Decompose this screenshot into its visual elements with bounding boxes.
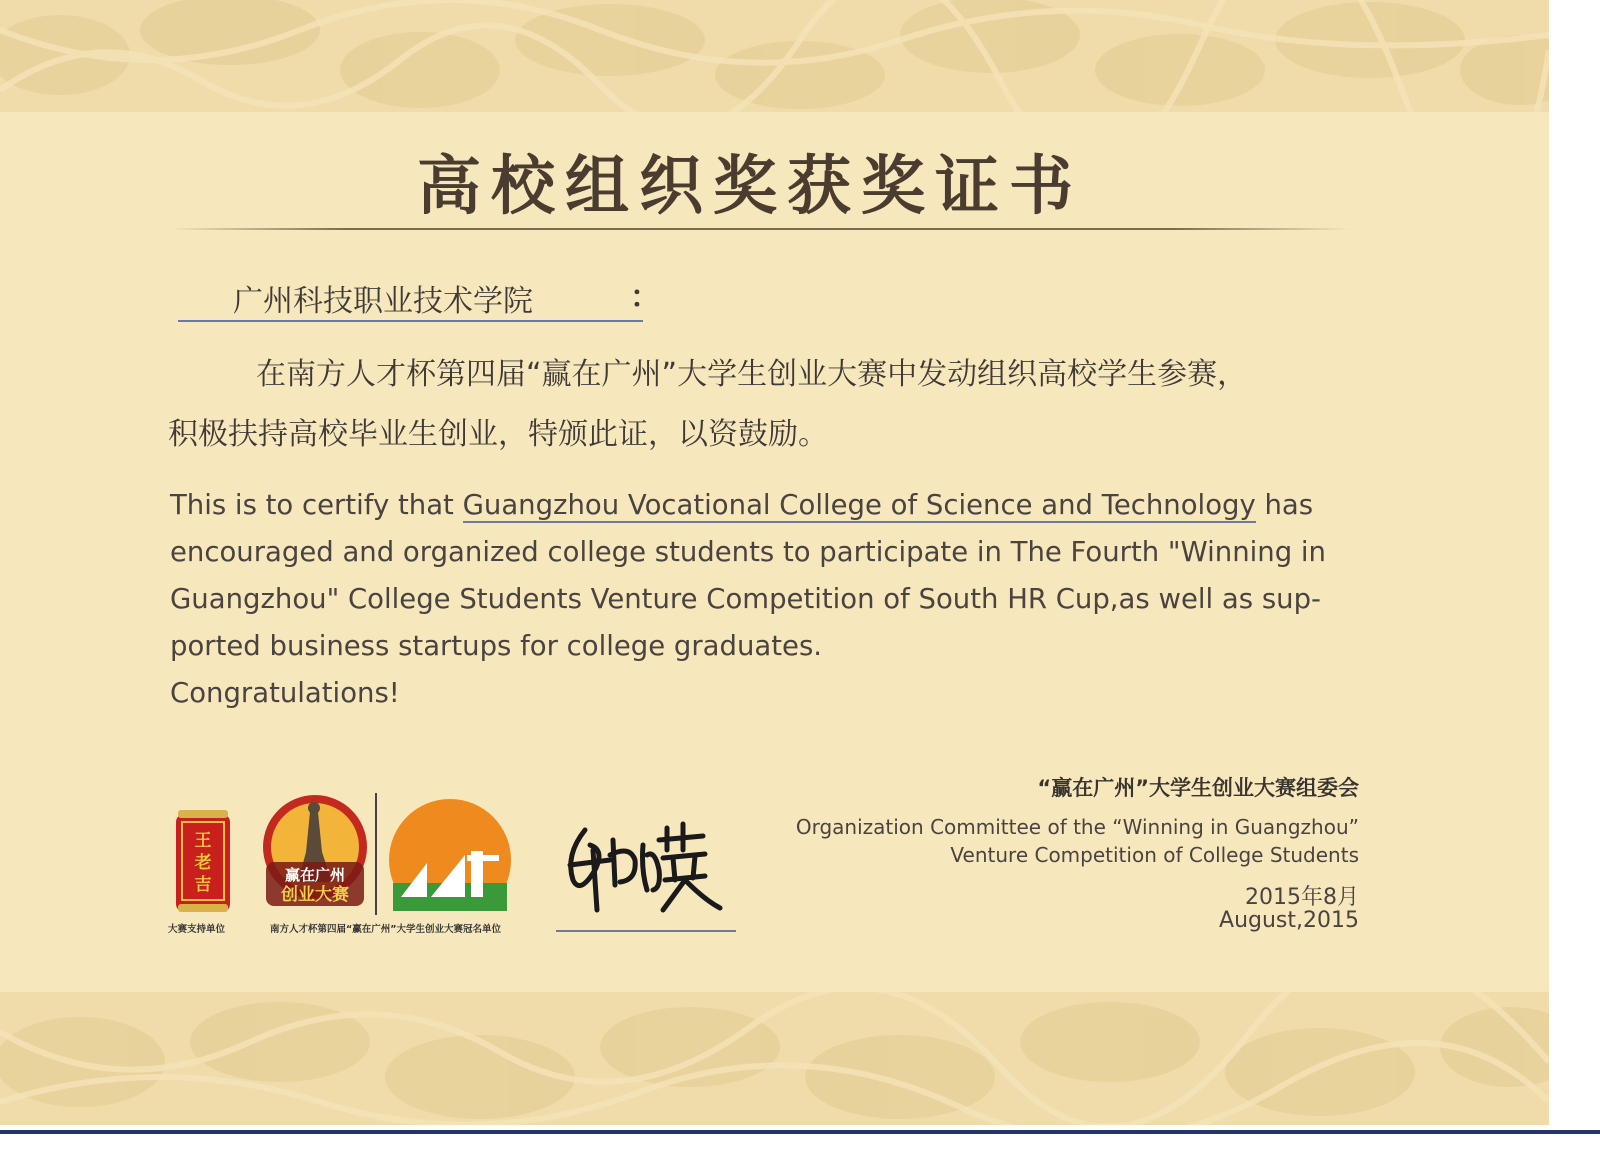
naming-sponsor-caption: 南方人才杯第四届“赢在广州”大学生创业大赛冠名单位	[270, 924, 501, 935]
recipient-field	[178, 270, 660, 322]
can-brand-char-1: 王	[194, 831, 212, 851]
top-floral-band	[0, 0, 1549, 112]
organizer-chinese: “赢在广州”大学生创业大赛组委会	[1037, 776, 1359, 800]
bottom-floral-band	[0, 992, 1549, 1125]
south-hr-logo	[387, 797, 513, 913]
logo-divider	[375, 793, 377, 915]
organizer-english	[796, 813, 1359, 869]
scan-margin-right	[1549, 0, 1600, 1153]
english-congratulations: Congratulations!	[170, 677, 400, 709]
floral-pattern-bottom	[0, 992, 1549, 1125]
scan-edge-line	[0, 1130, 1600, 1134]
contest-logo-text-bottom: 创业大赛	[281, 885, 349, 905]
can-brand-char-2: 老	[194, 853, 212, 873]
english-body-line-1	[170, 482, 1370, 529]
english-body	[170, 482, 1370, 717]
issue-date-english: August,2015	[1219, 908, 1359, 933]
english-body-line-2: encouraged and organized college students to participate in The Fourth "Winning in	[170, 536, 1326, 568]
floral-pattern-top	[0, 0, 1549, 112]
certificate-title: 高校组织奖获奖证书	[417, 150, 1083, 224]
handwritten-signature	[555, 810, 735, 920]
english-body-line-4: ported business startups for college graduates.	[170, 630, 823, 662]
college-name-underlined: Guangzhou Vocational College of Science and Technology	[462, 489, 1256, 521]
can-brand-char-3: 吉	[194, 875, 212, 895]
contest-logo-text-top: 赢在广州	[284, 866, 346, 884]
recipient-name: 广州科技职业技术学院	[233, 284, 533, 319]
title-divider	[170, 228, 1350, 230]
sponsor-caption: 大赛支持单位	[168, 924, 226, 935]
recipient-colon: ：	[630, 280, 660, 315]
organizer-english-line-2: Venture Competition of College Students	[950, 843, 1359, 867]
chinese-body-line-2: 积极扶持高校毕业生创业，特颁此证，以资鼓励。	[168, 417, 828, 452]
organizer-english-line-1: Organization Committee of the “Winning in Guangzhou”	[795, 815, 1359, 839]
chinese-body	[168, 345, 1368, 465]
english-body-line-3: Guangzhou" College Students Venture Competition of South HR Cup,as well as sup-	[170, 583, 1321, 615]
wanglaoji-can-logo	[174, 808, 232, 916]
chinese-body-line-1: 在南方人才杯第四届“赢在广州”大学生创业大赛中发动组织高校学生参赛，	[256, 357, 1248, 392]
english-line-1-suffix: has	[1255, 489, 1314, 521]
english-line-1-prefix: This is to certify that	[170, 489, 463, 521]
signature-line	[556, 930, 736, 932]
scan-margin-bottom	[0, 1125, 1600, 1153]
issue-date-chinese: 2015年8月	[1245, 885, 1359, 910]
contest-emblem-logo	[260, 792, 370, 918]
